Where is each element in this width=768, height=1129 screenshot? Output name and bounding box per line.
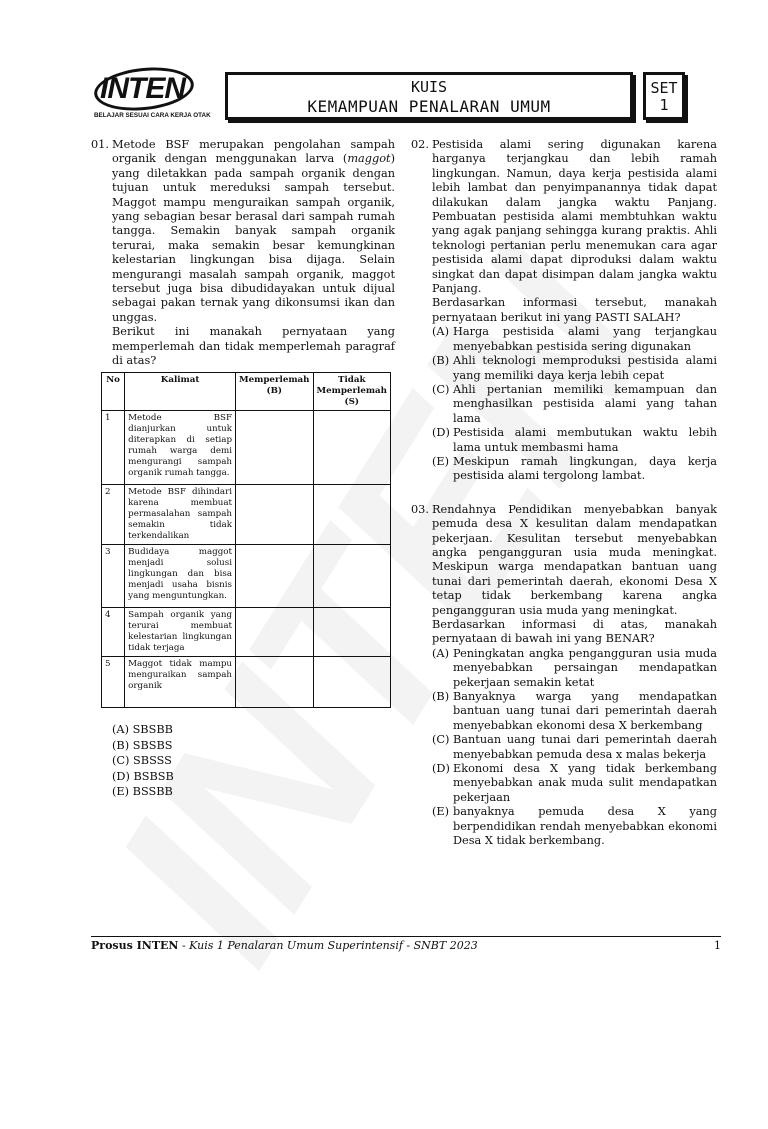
question-1 xyxy=(91,138,395,369)
footer-brand: Prosus INTEN xyxy=(91,939,179,952)
row-answer-b xyxy=(236,485,313,545)
question-3-options xyxy=(432,647,717,849)
question-stem xyxy=(112,138,395,325)
row-no: 1 xyxy=(102,411,125,485)
table-row xyxy=(102,485,391,545)
option-c[interactable] xyxy=(432,383,717,426)
option-text: Ekonomi desa X yang tidak berkembang menyebabkan anak muda sulit mendapatkan pekerjaan xyxy=(453,762,717,804)
row-no: 4 xyxy=(102,608,125,657)
option-text: Banyaknya warga yang mendapatkan bantuan uang tunai dari pemerintah daerah menyebabkan ekonomi desa X berkembang xyxy=(453,690,717,732)
question-prompt: Berdasarkan informasi di atas, manakah pernyataan di bawah ini yang BENAR? xyxy=(432,618,717,646)
table-header-row xyxy=(102,373,391,411)
stem-italic: maggot xyxy=(347,152,391,166)
footer-separator: - xyxy=(178,939,190,952)
logo-tagline: BELAJAR SESUAI CARA KERJA OTAK xyxy=(94,112,211,119)
page-number: 1 xyxy=(714,939,721,952)
row-no: 3 xyxy=(102,545,125,608)
option-e[interactable] xyxy=(432,805,717,848)
footer-rule xyxy=(91,936,721,937)
option-text: Meskipun ramah lingkungan, daya kerja pestisida alami tergolong lambat. xyxy=(453,454,717,483)
question-2-options xyxy=(432,325,717,483)
option-text: Ahli teknologi memproduksi pestisida alami yang memiliki daya kerja lebih cepat xyxy=(453,354,717,382)
option-text: Pestisida alami membutukan waktu lebih lama untuk membasmi hama xyxy=(453,426,717,454)
question-number: 02. xyxy=(411,138,429,151)
question-3 xyxy=(411,503,717,849)
option-label: (B) xyxy=(432,354,450,368)
stem-text: ) yang diletakkan pada sampah organik dengan tujuan untuk mereduksi sampah tersebut. Maggot mampu menguraikan sampah organik, yang sebagian besar berasal dari sampah rumah tangga. Semakin banyak sampah organik terurai, maka semakin besar kemungkinan kelestarian lingkungan bisa dijaga. Selain mengurangi masalah sampah organik, maggot tersebut juga bisa dibudidayakan untuk dijual sebagai pakan ternak yang dikonsumsi ikan dan unggas. xyxy=(112,152,395,324)
statement-table xyxy=(101,372,391,708)
table-row xyxy=(102,657,391,708)
table-row xyxy=(102,545,391,608)
table-row xyxy=(102,411,391,485)
row-kalimat: Budidaya maggot menjadi solusi lingkungan dan bisa menjadi usaha bisnis yang menguntungkan. xyxy=(125,545,236,608)
option-a[interactable] xyxy=(432,325,717,354)
option-d[interactable]: (D) BSBSB xyxy=(112,769,174,783)
table-row xyxy=(102,608,391,657)
row-answer-b xyxy=(236,608,313,657)
row-answer-s xyxy=(313,608,391,657)
option-b[interactable] xyxy=(432,354,717,383)
option-label: (E) xyxy=(432,454,450,468)
option-label: (A) xyxy=(432,325,449,339)
right-column xyxy=(411,138,717,849)
set-number: 1 xyxy=(659,96,669,114)
row-no: 2 xyxy=(102,485,125,545)
question-stem: Pestisida alami sering digunakan karena harganya terjangkau dan lebih ramah lingkungan. Namun, daya kerja pestisida alami lebih lambat dan penyimpanannya tidak dapat dilakukan dalam jangka waktu Panjang. Pembuatan pestisida alami membtuhkan waktu yang agak panjang sehingga kurang praktis. Ahli teknologi pertanian perlu menemukan cara agar pestisida alami dapat diproduksi dalam waktu singkat dan dapat disimpan dalam jangka waktu Panjang. xyxy=(432,138,717,296)
option-label: (E) xyxy=(432,805,450,819)
option-b[interactable]: (B) SBSBS xyxy=(112,738,173,752)
row-answer-b xyxy=(236,657,313,708)
option-a[interactable] xyxy=(432,647,717,690)
question-2 xyxy=(411,138,717,484)
option-a[interactable]: (A) SBSBB xyxy=(112,723,173,736)
option-label: (C) xyxy=(432,382,450,396)
option-d[interactable] xyxy=(432,426,717,455)
row-answer-s xyxy=(313,411,391,485)
left-column xyxy=(91,138,395,369)
option-text: Peningkatan angka pengangguran usia muda menyebabkan persaingan mendapatkan pekerjaan semakin ketat xyxy=(453,646,717,689)
option-label: (A) xyxy=(432,646,449,660)
set-box xyxy=(643,72,685,120)
option-label: (C) xyxy=(432,733,450,747)
option-text: banyaknya pemuda desa X yang berpendidikan rendah menyebabkan ekonomi Desa X tidak berkembang. xyxy=(453,805,717,848)
footer-title: Kuis 1 Penalaran Umum Superintensif - SNBT 2023 xyxy=(189,939,478,952)
title-subject: KEMAMPUAN PENALARAN UMUM xyxy=(307,97,551,116)
option-b[interactable] xyxy=(432,690,717,733)
row-answer-b xyxy=(236,545,313,608)
option-label: (D) xyxy=(432,762,450,776)
option-c[interactable]: (C) SBSSS xyxy=(112,754,172,768)
question-number: 01. xyxy=(91,138,109,151)
option-c[interactable] xyxy=(432,733,717,762)
row-no: 5 xyxy=(102,657,125,708)
header-memperlemah: Memperlemah (B) xyxy=(236,373,313,411)
option-text: Ahli pertanian memiliki kemampuan dan menghasilkan pestisida alami yang tahan lama xyxy=(453,382,717,425)
question-number: 03. xyxy=(411,502,429,516)
header-tidak-memperlemah: Tidak Memperlemah (S) xyxy=(313,373,391,411)
row-kalimat: Maggot tidak mampu menguraikan sampah organik xyxy=(125,657,236,708)
row-answer-b xyxy=(236,411,313,485)
option-e[interactable]: (E) BSSBB xyxy=(112,785,173,799)
inten-logo xyxy=(94,66,211,120)
logo-brand: INTEN xyxy=(100,72,185,105)
title-box xyxy=(225,72,633,120)
row-answer-s xyxy=(313,485,391,545)
question-1-options xyxy=(112,722,174,800)
question-prompt: Berdasarkan informasi tersebut, manakah pernyataan berikut ini yang PASTI SALAH? xyxy=(432,296,717,324)
option-e[interactable] xyxy=(432,455,717,484)
header-kalimat: Kalimat xyxy=(125,373,236,411)
option-text: Bantuan uang tunai dari pemerintah daerah menyebabkan pemuda desa x malas bekerja xyxy=(453,733,717,761)
row-answer-s xyxy=(313,657,391,708)
option-text: Harga pestisida alami yang terjangkau menyebabkan pestisida sering digunakan xyxy=(453,325,717,353)
option-label: (B) xyxy=(432,690,450,704)
row-kalimat: Metode BSF dihindari karena membuat permasalahan sampah semakin tidak terkendalikan xyxy=(125,485,236,545)
row-kalimat: Metode BSF dianjurkan untuk diterapkan di setiap rumah warga demi mengurangi sampah organik rumah tangga. xyxy=(125,411,236,485)
question-stem: Rendahnya Pendidikan menyebabkan banyak pemuda desa X kesulitan dalam mendapatkan pekerjaan. Kesulitan tersebut menyebabkan angka pengangguran usia muda meningkat. Meskipun warga mendapatkan bantuan uang tunai dari pemerintah daerah, ekonomi Desa X tetap tidak berkembang karena angka pengangguran usia muda yang meningkat. xyxy=(432,502,717,617)
row-answer-s xyxy=(313,545,391,608)
question-prompt: Berikut ini manakah pernyataan yang memperlemah dan tidak memperlemah paragraf di atas? xyxy=(112,325,395,368)
option-label: (D) xyxy=(432,426,450,440)
option-d[interactable] xyxy=(432,762,717,805)
set-label: SET xyxy=(650,79,678,97)
row-kalimat: Sampah organik yang terurai membuat kelestarian lingkungan tidak terjaga xyxy=(125,608,236,657)
stem-text: Metode BSF merupakan pengolahan sampah organik dengan menggunakan larva ( xyxy=(112,138,395,166)
title-kuis: KUIS xyxy=(410,78,448,96)
header-no: No xyxy=(102,373,125,411)
page-footer xyxy=(91,939,721,952)
